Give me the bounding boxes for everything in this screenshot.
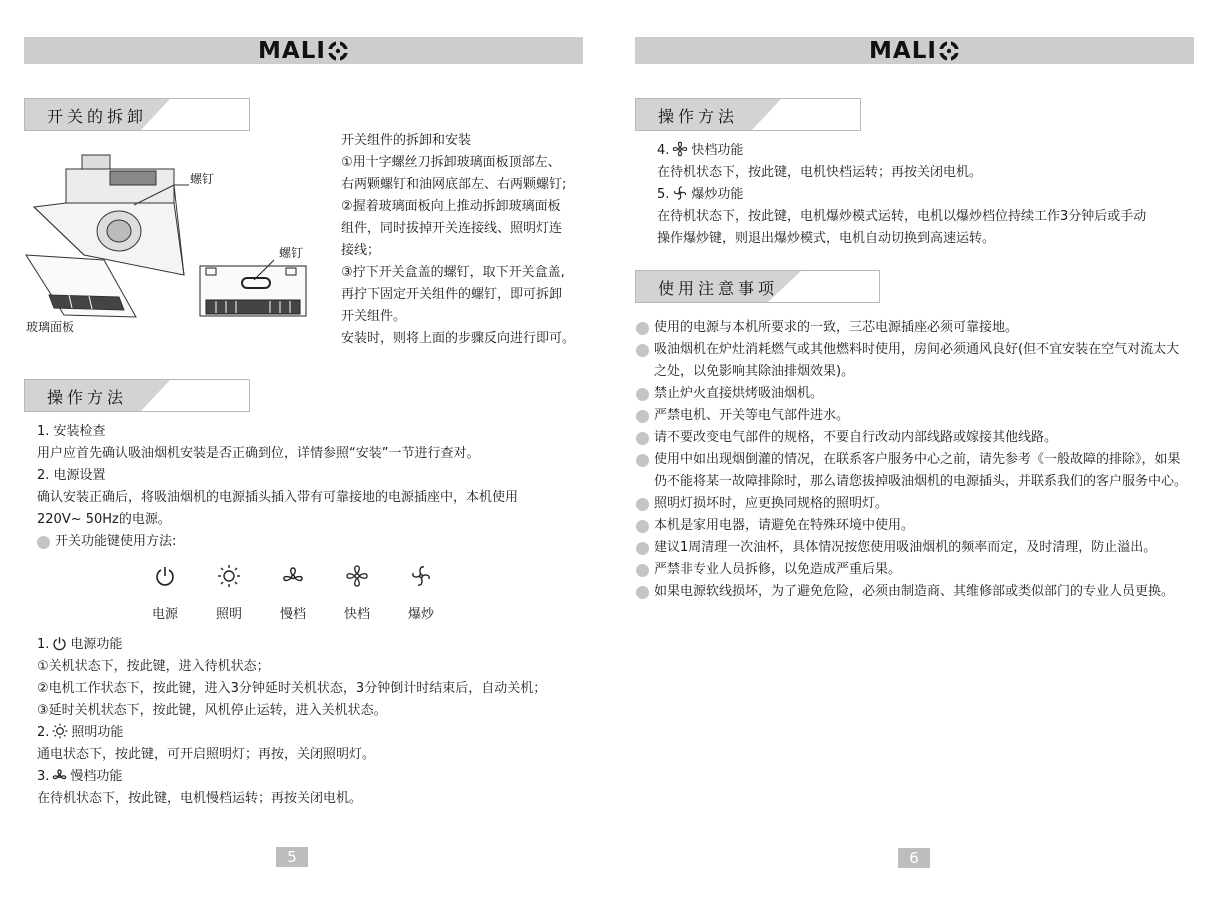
bullet-dot — [636, 542, 649, 555]
safety-notes-list — [636, 317, 1196, 603]
install-check-text: 用户应首先确认吸油烟机安装是否正确到位，详情参照“安装”一节进行查对。 — [37, 446, 480, 461]
left-section-title-disassembly — [24, 98, 250, 131]
note-text: 严禁电机、开关等电气部件进水。 — [654, 408, 850, 423]
bullet-dot — [636, 410, 649, 423]
boost-func-prefix: 5. — [657, 187, 670, 202]
boost-func-text: 在待机状态下，按此键，电机爆炒模式运转，电机以爆炒档位持续工作3分钟后或手动 — [657, 209, 1147, 224]
power-func-line: ③延时关机状态下，按此键，风机停止运转，进入关机状态。 — [37, 703, 387, 718]
power-icon — [154, 565, 176, 587]
bullet-dot — [37, 536, 50, 549]
power-setup-text: 220V~ 50Hz的电源。 — [37, 512, 171, 527]
note-text: 照明灯损坏时，应更换同规格的照明灯。 — [654, 496, 889, 511]
note-text: 建议1周清理一次油杯，具体情况按您使用吸油烟机的频率而定，及时清理，防止溢出。 — [654, 540, 1157, 555]
light-func-text: 通电状态下，按此键，可开启照明灯；再按，关闭照明灯。 — [37, 747, 376, 762]
slow-func-title — [37, 766, 546, 788]
keys-intro-text: 开关功能键使用方法: — [55, 534, 177, 549]
brand-text: MALI — [869, 37, 937, 64]
left-header-bar — [24, 37, 583, 64]
function-keys-row — [135, 563, 445, 633]
slow-fan-icon — [52, 768, 67, 783]
brand-o-mark-icon — [327, 40, 349, 62]
function-descriptions-right — [657, 140, 1146, 250]
fast-fan-icon — [672, 141, 688, 157]
brand-text: MALI — [258, 37, 326, 64]
key-light — [199, 563, 259, 622]
note-text: 吸油烟机在炉灶消耗燃气或其他燃料时使用，房间必须通风良好(但不宜安装在空气对流太大之处，以免影响其除油排烟效果)。 — [654, 342, 1180, 379]
power-func-title-text: 电源功能 — [70, 637, 123, 652]
left-section-title-operation — [24, 379, 250, 412]
disassembly-instructions — [341, 130, 575, 350]
note-text: 严禁非专业人员拆修，以免造成严重后果。 — [654, 562, 902, 577]
list-item — [636, 427, 1196, 449]
light-func-title — [37, 722, 546, 744]
install-check-title: 1. 安装检查 — [37, 424, 106, 439]
key-power — [135, 563, 195, 622]
power-func-title — [37, 634, 546, 656]
right-header-bar — [635, 37, 1194, 64]
bullet-dot — [636, 454, 649, 467]
light-func-title-text: 照明功能 — [71, 725, 124, 740]
slow-func-title-text: 慢档功能 — [70, 769, 123, 784]
disassembly-line: 开关组件。 — [341, 309, 407, 324]
list-item — [636, 449, 1196, 493]
bullet-dot — [636, 344, 649, 357]
slow-func-text: 在待机状态下，按此键，电机慢档运转；再按关闭电机。 — [37, 791, 363, 806]
page-number-left: 5 — [276, 847, 308, 867]
power-func-line: ②电机工作状态下，按此键，进入3分钟延时关机状态，3分钟倒计时结束后，自动关机； — [37, 681, 547, 696]
key-label: 电源 — [151, 607, 178, 622]
power-setup-text: 确认安装正确后，将吸油烟机的电源插头插入带有可靠接地的电源插座中，本机使用 — [37, 490, 519, 505]
boost-func-text: 操作爆炒键，则退出爆炒模式，电机自动切换到高速运转。 — [657, 231, 996, 246]
disassembly-line: 安装时，则将上面的步骤反向进行即可。 — [341, 331, 576, 346]
boost-func-title-text: 爆炒功能 — [691, 187, 744, 202]
disassembly-line: ②握着玻璃面板向上推动拆卸玻璃面板 — [341, 199, 561, 214]
list-item — [636, 493, 1196, 515]
bullet-dot — [636, 564, 649, 577]
fast-func-prefix: 4. — [657, 143, 670, 158]
note-text: 禁止炉火直接烘烤吸油烟机。 — [654, 386, 824, 401]
key-slow — [263, 563, 323, 622]
note-text: 本机是家用电器，请避免在特殊环境中使用。 — [654, 518, 915, 533]
function-descriptions-left — [37, 634, 546, 810]
power-func-prefix: 1. — [37, 637, 50, 652]
list-item — [636, 537, 1196, 559]
boost-fan-icon — [409, 564, 433, 588]
fast-fan-icon — [345, 564, 369, 588]
list-item — [636, 383, 1196, 405]
key-label: 爆炒 — [407, 607, 434, 622]
key-fast — [327, 563, 387, 622]
keys-intro — [37, 531, 518, 553]
boost-fan-icon — [672, 185, 688, 201]
key-label: 照明 — [215, 607, 242, 622]
list-item — [636, 581, 1196, 603]
glass-panel-label: 玻璃面板 — [26, 320, 75, 334]
switch-box-diagram — [196, 258, 311, 320]
right-section-title-operation — [635, 98, 861, 131]
screw-label-2: 螺钉 — [279, 246, 304, 260]
note-text: 请不要改变电气部件的规格，不要自行改动内部线路或嫁接其他线路。 — [654, 430, 1058, 445]
hood-disassembly-diagram — [24, 145, 199, 320]
power-icon — [52, 636, 67, 651]
list-item — [636, 515, 1196, 537]
fast-func-title — [657, 140, 1146, 162]
slow-fan-icon — [282, 565, 304, 587]
note-text: 使用的电源与本机所要求的一致，三芯电源插座必须可靠接地。 — [654, 320, 1019, 335]
page-number-right: 6 — [898, 848, 930, 868]
note-text: 如果电源软线损坏，为了避免危险，必须由制造商、其维修部或类似部门的专业人员更换。 — [654, 584, 1175, 599]
list-item — [636, 317, 1196, 339]
light-icon — [217, 564, 241, 588]
bullet-dot — [636, 520, 649, 533]
bullet-dot — [636, 322, 649, 335]
disassembly-line: ①用十字螺丝刀拆卸玻璃面板顶部左、 — [341, 155, 561, 170]
list-item — [636, 339, 1196, 383]
fast-func-text: 在待机状态下，按此键，电机快档运转；再按关闭电机。 — [657, 165, 983, 180]
boost-func-title — [657, 184, 1146, 206]
slow-func-prefix: 3. — [37, 769, 50, 784]
disassembly-line: 组件，同时拔掉开关连接线、照明灯连 — [341, 221, 563, 236]
brand-logo — [869, 38, 960, 64]
bullet-dot — [636, 388, 649, 401]
light-func-prefix: 2. — [37, 725, 50, 740]
brand-logo — [258, 38, 349, 64]
disassembly-line: 再拧下固定开关组件的螺钉，即可拆卸 — [341, 287, 563, 302]
install-and-power-setup — [37, 421, 518, 553]
key-label: 慢档 — [279, 607, 306, 622]
power-setup-title: 2. 电源设置 — [37, 468, 106, 483]
disassembly-line: 右两颗螺钉和油网底部左、右两颗螺钉; — [341, 177, 567, 192]
section-title-text: 操作方法 — [47, 388, 128, 407]
disassembly-line: ③拧下开关盒盖的螺钉，取下开关盒盖, — [341, 265, 565, 280]
list-item — [636, 405, 1196, 427]
disassembly-line: 开关组件的拆卸和安装 — [341, 133, 472, 148]
right-section-title-notes — [635, 270, 880, 303]
section-title-text: 开关的拆卸 — [47, 107, 148, 126]
key-label: 快档 — [343, 607, 370, 622]
fast-func-title-text: 快档功能 — [691, 143, 744, 158]
list-item — [636, 559, 1196, 581]
bullet-dot — [636, 432, 649, 445]
note-text: 使用中如出现烟倒灌的情况，在联系客户服务中心之前，请先参考《一般故障的排除》，如果仍不能将某一故障排除时，那么请您拔掉吸油烟机的电源插头，并联系我们的客户服务中心。 — [654, 452, 1188, 489]
brand-o-mark-icon — [938, 40, 960, 62]
section-title-text: 使用注意事项 — [658, 279, 779, 298]
light-icon — [52, 723, 68, 739]
section-title-text: 操作方法 — [658, 107, 739, 126]
power-func-line: ①关机状态下，按此键，进入待机状态； — [37, 659, 270, 674]
key-boost — [391, 563, 451, 622]
bullet-dot — [636, 498, 649, 511]
disassembly-line: 接线； — [341, 243, 381, 258]
screw-label-1: 螺钉 — [190, 172, 215, 186]
bullet-dot — [636, 586, 649, 599]
